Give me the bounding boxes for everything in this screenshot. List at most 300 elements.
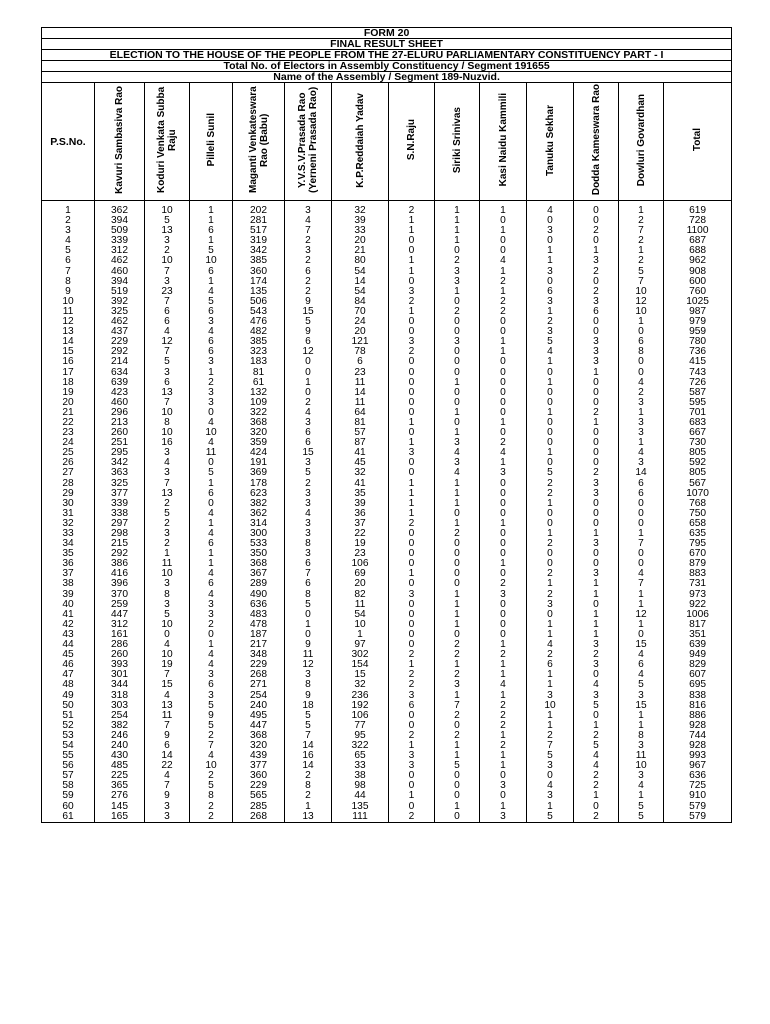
vote-cell: 174	[233, 277, 285, 287]
vote-cell: 6	[285, 267, 332, 277]
vote-cell: 0	[389, 711, 435, 721]
vote-cell: 0	[285, 368, 332, 378]
table-row	[42, 559, 732, 569]
vote-cell: 1	[190, 519, 233, 529]
vote-cell: 3	[389, 337, 435, 347]
vote-cell: 11	[332, 398, 389, 408]
total-cell: 1025	[664, 297, 732, 307]
vote-cell: 1	[574, 590, 619, 600]
vote-cell: 1	[190, 549, 233, 559]
total-cell: 725	[664, 781, 732, 791]
vote-cell: 5	[619, 680, 664, 690]
table-row	[42, 640, 732, 650]
ps-number-cell: 33	[42, 529, 95, 539]
vote-cell: 161	[95, 630, 145, 640]
vote-cell: 4	[145, 691, 190, 701]
vote-cell: 0	[480, 791, 527, 801]
vote-cell: 1	[435, 620, 480, 630]
vote-cell: 0	[527, 771, 574, 781]
vote-cell: 1	[574, 630, 619, 640]
vote-cell: 3	[190, 317, 233, 327]
column-header-candidate	[190, 83, 233, 201]
vote-cell: 281	[233, 216, 285, 226]
vote-cell: 36	[332, 509, 389, 519]
table-row	[42, 741, 732, 751]
table-row	[42, 216, 732, 226]
vote-cell: 7	[619, 277, 664, 287]
total-cell: 744	[664, 731, 732, 741]
vote-cell: 135	[233, 287, 285, 297]
vote-cell: 297	[95, 519, 145, 529]
ps-number-cell: 17	[42, 368, 95, 378]
ps-number-cell: 54	[42, 741, 95, 751]
table-row	[42, 317, 732, 327]
vote-cell: 0	[574, 277, 619, 287]
vote-cell: 0	[527, 519, 574, 529]
total-cell: 910	[664, 791, 732, 801]
electors-total: Total No. of Electors in Assembly Constituency / Segment 191655	[42, 61, 732, 72]
vote-cell: 214	[95, 357, 145, 367]
vote-cell: 81	[332, 418, 389, 428]
vote-cell: 0	[435, 630, 480, 640]
vote-cell: 0	[389, 620, 435, 630]
table-row	[42, 267, 732, 277]
vote-cell: 342	[233, 246, 285, 256]
vote-cell: 259	[95, 600, 145, 610]
vote-cell: 0	[389, 600, 435, 610]
table-row	[42, 620, 732, 630]
vote-cell: 318	[95, 691, 145, 701]
vote-cell: 3	[619, 691, 664, 701]
vote-cell: 4	[619, 448, 664, 458]
vote-cell: 533	[233, 539, 285, 549]
vote-cell: 2	[527, 569, 574, 579]
vote-cell: 3	[145, 236, 190, 246]
vote-cell: 32	[332, 206, 389, 216]
vote-cell: 2	[480, 438, 527, 448]
vote-cell: 1	[389, 660, 435, 670]
vote-cell: 4	[574, 680, 619, 690]
vote-cell: 7	[145, 479, 190, 489]
vote-cell: 369	[233, 468, 285, 478]
vote-cell: 6	[190, 489, 233, 499]
vote-cell: 7	[145, 297, 190, 307]
vote-cell: 5	[527, 468, 574, 478]
vote-cell: 3	[435, 337, 480, 347]
vote-cell: 0	[435, 388, 480, 398]
vote-cell: 14	[332, 277, 389, 287]
vote-cell: 362	[233, 509, 285, 519]
vote-cell: 1	[190, 640, 233, 650]
vote-cell: 3	[619, 458, 664, 468]
vote-cell: 132	[233, 388, 285, 398]
vote-cell: 2	[574, 771, 619, 781]
ps-number-cell: 34	[42, 539, 95, 549]
vote-cell: 7	[619, 539, 664, 549]
vote-cell: 1	[435, 489, 480, 499]
vote-cell: 1	[574, 418, 619, 428]
vote-cell: 0	[389, 640, 435, 650]
vote-cell: 12	[285, 660, 332, 670]
vote-cell: 13	[145, 489, 190, 499]
vote-cell: 6	[619, 489, 664, 499]
vote-cell: 1	[435, 600, 480, 610]
vote-cell: 4	[190, 529, 233, 539]
vote-cell: 367	[233, 569, 285, 579]
total-cell: 639	[664, 640, 732, 650]
vote-cell: 1	[527, 307, 574, 317]
vote-cell: 5	[574, 701, 619, 711]
vote-cell: 0	[480, 368, 527, 378]
vote-cell: 5	[190, 297, 233, 307]
ps-number-cell: 46	[42, 660, 95, 670]
vote-cell: 38	[332, 771, 389, 781]
vote-cell: 57	[332, 428, 389, 438]
vote-cell: 3	[619, 398, 664, 408]
ps-number-cell: 43	[42, 630, 95, 640]
vote-cell: 1	[480, 287, 527, 297]
vote-cell: 4	[480, 256, 527, 266]
vote-cell: 0	[574, 448, 619, 458]
total-cell: 879	[664, 559, 732, 569]
ps-number-cell: 1	[42, 206, 95, 216]
vote-cell: 5	[190, 701, 233, 711]
vote-cell: 1	[480, 458, 527, 468]
vote-cell: 0	[435, 297, 480, 307]
vote-cell: 2	[435, 307, 480, 317]
vote-cell: 2	[435, 640, 480, 650]
vote-cell: 165	[95, 812, 145, 823]
vote-cell: 19	[145, 660, 190, 670]
vote-cell: 1	[190, 479, 233, 489]
total-cell: 838	[664, 691, 732, 701]
vote-cell: 0	[480, 529, 527, 539]
total-cell: 886	[664, 711, 732, 721]
total-cell: 979	[664, 317, 732, 327]
vote-cell: 0	[527, 368, 574, 378]
vote-cell: 145	[95, 802, 145, 812]
ps-number-cell: 45	[42, 650, 95, 660]
vote-cell: 0	[435, 771, 480, 781]
table-row	[42, 731, 732, 741]
vote-cell: 9	[145, 791, 190, 801]
vote-cell: 1	[480, 267, 527, 277]
vote-cell: 565	[233, 791, 285, 801]
vote-cell: 2	[574, 267, 619, 277]
vote-cell: 6	[190, 267, 233, 277]
vote-cell: 240	[233, 701, 285, 711]
total-cell: 670	[664, 549, 732, 559]
vote-cell: 22	[145, 761, 190, 771]
total-cell: 1006	[664, 610, 732, 620]
vote-cell: 13	[285, 812, 332, 823]
vote-cell: 0	[480, 378, 527, 388]
vote-cell: 0	[389, 802, 435, 812]
table-row	[42, 226, 732, 236]
vote-cell: 3	[285, 499, 332, 509]
vote-cell: 1	[435, 691, 480, 701]
vote-cell: 5	[285, 721, 332, 731]
vote-cell: 447	[95, 610, 145, 620]
vote-cell: 377	[233, 761, 285, 771]
vote-cell: 12	[285, 347, 332, 357]
vote-cell: 2	[527, 731, 574, 741]
vote-cell: 22	[332, 529, 389, 539]
ps-number-cell: 37	[42, 569, 95, 579]
vote-cell: 1	[527, 408, 574, 418]
ps-number-cell: 38	[42, 579, 95, 589]
vote-cell: 3	[389, 590, 435, 600]
table-row	[42, 256, 732, 266]
vote-cell: 0	[480, 771, 527, 781]
vote-cell: 2	[619, 216, 664, 226]
vote-cell: 0	[480, 600, 527, 610]
vote-cell: 3	[389, 691, 435, 701]
vote-cell: 0	[574, 428, 619, 438]
vote-cell: 0	[619, 519, 664, 529]
vote-cell: 3	[527, 600, 574, 610]
vote-cell: 240	[95, 741, 145, 751]
vote-cell: 1	[435, 660, 480, 670]
vote-cell: 14	[145, 751, 190, 761]
vote-cell: 6	[285, 438, 332, 448]
vote-cell: 2	[285, 256, 332, 266]
total-cell: 688	[664, 246, 732, 256]
vote-cell: 4	[435, 468, 480, 478]
vote-cell: 1	[619, 721, 664, 731]
vote-cell: 4	[619, 569, 664, 579]
vote-cell: 0	[619, 357, 664, 367]
vote-cell: 0	[435, 579, 480, 589]
column-header-label: Koduri Venkata Subba Raju	[156, 86, 178, 194]
total-cell: 587	[664, 388, 732, 398]
vote-cell: 1	[435, 590, 480, 600]
column-header-candidate	[145, 83, 190, 201]
vote-cell: 0	[389, 458, 435, 468]
vote-cell: 2	[145, 499, 190, 509]
vote-cell: 10	[145, 256, 190, 266]
vote-cell: 0	[574, 438, 619, 448]
vote-cell: 0	[574, 398, 619, 408]
vote-cell: 6	[190, 539, 233, 549]
column-header-label: Tanuku Sekhar	[544, 104, 556, 176]
vote-cell: 339	[95, 499, 145, 509]
vote-cell: 6	[527, 287, 574, 297]
vote-cell: 3	[190, 670, 233, 680]
vote-cell: 1	[619, 246, 664, 256]
vote-cell: 2	[285, 479, 332, 489]
vote-cell: 495	[233, 711, 285, 721]
table-row	[42, 236, 732, 246]
vote-cell: 0	[480, 499, 527, 509]
column-header-label: Total	[692, 128, 704, 152]
vote-cell: 0	[480, 216, 527, 226]
vote-cell: 4	[619, 378, 664, 388]
ps-number-cell: 18	[42, 378, 95, 388]
total-cell: 736	[664, 347, 732, 357]
vote-cell: 4	[285, 408, 332, 418]
vote-cell: 292	[95, 549, 145, 559]
vote-cell: 0	[619, 368, 664, 378]
vote-cell: 15	[285, 448, 332, 458]
vote-cell: 9	[285, 327, 332, 337]
vote-cell: 1	[527, 448, 574, 458]
vote-cell: 6	[145, 317, 190, 327]
vote-cell: 0	[480, 327, 527, 337]
total-cell: 701	[664, 408, 732, 418]
vote-cell: 2	[285, 287, 332, 297]
vote-cell: 251	[95, 438, 145, 448]
table-row	[42, 347, 732, 357]
vote-cell: 0	[190, 630, 233, 640]
vote-cell: 61	[233, 378, 285, 388]
vote-cell: 1	[619, 206, 664, 216]
vote-cell: 8	[145, 590, 190, 600]
vote-cell: 1	[480, 226, 527, 236]
vote-cell: 2	[285, 771, 332, 781]
table-row	[42, 408, 732, 418]
vote-cell: 2	[285, 277, 332, 287]
total-cell: 635	[664, 529, 732, 539]
vote-cell: 10	[145, 569, 190, 579]
vote-cell: 3	[145, 529, 190, 539]
vote-cell: 286	[95, 640, 145, 650]
vote-cell: 0	[574, 670, 619, 680]
vote-cell: 6	[285, 559, 332, 569]
vote-cell: 0	[389, 317, 435, 327]
vote-cell: 0	[574, 236, 619, 246]
vote-cell: 0	[527, 216, 574, 226]
vote-cell: 368	[233, 731, 285, 741]
vote-cell: 4	[145, 458, 190, 468]
vote-cell: 3	[190, 691, 233, 701]
ps-number-cell: 32	[42, 519, 95, 529]
ps-number-cell: 29	[42, 489, 95, 499]
column-header-candidate	[233, 83, 285, 201]
vote-cell: 11	[619, 751, 664, 761]
vote-cell: 4	[527, 640, 574, 650]
vote-cell: 3	[285, 670, 332, 680]
ps-number-cell: 9	[42, 287, 95, 297]
vote-cell: 10	[145, 206, 190, 216]
vote-cell: 1	[480, 206, 527, 216]
vote-cell: 2	[389, 347, 435, 357]
ps-number-cell: 11	[42, 307, 95, 317]
vote-cell: 7	[145, 670, 190, 680]
vote-cell: 3	[527, 327, 574, 337]
vote-cell: 24	[332, 317, 389, 327]
vote-cell: 1	[574, 791, 619, 801]
vote-cell: 0	[389, 428, 435, 438]
vote-cell: 4	[190, 569, 233, 579]
vote-cell: 1	[480, 731, 527, 741]
table-row	[42, 357, 732, 367]
vote-cell: 2	[435, 670, 480, 680]
vote-cell: 1	[480, 337, 527, 347]
vote-cell: 3	[285, 489, 332, 499]
vote-cell: 3	[435, 267, 480, 277]
vote-cell: 6	[190, 347, 233, 357]
vote-cell: 1	[435, 378, 480, 388]
column-header-label: Siriki Srinivas	[451, 106, 463, 174]
vote-cell: 1	[389, 438, 435, 448]
ps-number-cell: 16	[42, 357, 95, 367]
total-cell: 883	[664, 569, 732, 579]
vote-cell: 254	[233, 691, 285, 701]
vote-cell: 5	[190, 468, 233, 478]
vote-cell: 0	[480, 428, 527, 438]
vote-cell: 0	[480, 398, 527, 408]
vote-cell: 1	[435, 226, 480, 236]
vote-cell: 0	[480, 539, 527, 549]
vote-cell: 3	[527, 226, 574, 236]
ps-number-cell: 3	[42, 226, 95, 236]
vote-cell: 0	[389, 771, 435, 781]
vote-cell: 7	[527, 741, 574, 751]
vote-cell: 2	[574, 408, 619, 418]
vote-cell: 3	[285, 206, 332, 216]
ps-number-cell: 52	[42, 721, 95, 731]
vote-cell: 2	[527, 479, 574, 489]
vote-cell: 1	[527, 529, 574, 539]
vote-cell: 0	[389, 388, 435, 398]
vote-cell: 320	[233, 428, 285, 438]
total-cell: 567	[664, 479, 732, 489]
vote-cell: 1	[527, 670, 574, 680]
vote-cell: 7	[145, 781, 190, 791]
vote-cell: 2	[190, 802, 233, 812]
vote-cell: 2	[527, 317, 574, 327]
vote-cell: 300	[233, 529, 285, 539]
vote-cell: 4	[619, 781, 664, 791]
ps-number-cell: 50	[42, 701, 95, 711]
vote-cell: 0	[480, 610, 527, 620]
vote-cell: 3	[619, 771, 664, 781]
vote-cell: 323	[233, 347, 285, 357]
vote-cell: 0	[389, 327, 435, 337]
table-row	[42, 388, 732, 398]
vote-cell: 2	[574, 468, 619, 478]
vote-cell: 78	[332, 347, 389, 357]
vote-cell: 1	[285, 802, 332, 812]
vote-cell: 54	[332, 610, 389, 620]
vote-cell: 292	[95, 347, 145, 357]
vote-cell: 183	[233, 357, 285, 367]
vote-cell: 2	[145, 519, 190, 529]
total-cell: 600	[664, 277, 732, 287]
vote-cell: 385	[233, 256, 285, 266]
total-cell: 973	[664, 590, 732, 600]
vote-cell: 506	[233, 297, 285, 307]
vote-cell: 285	[233, 802, 285, 812]
vote-cell: 4	[190, 438, 233, 448]
vote-cell: 70	[332, 307, 389, 317]
vote-cell: 3	[190, 600, 233, 610]
vote-cell: 10	[145, 620, 190, 630]
ps-number-cell: 5	[42, 246, 95, 256]
vote-cell: 81	[233, 368, 285, 378]
vote-cell: 229	[95, 337, 145, 347]
vote-cell: 0	[389, 368, 435, 378]
total-cell: 908	[664, 267, 732, 277]
vote-cell: 2	[389, 650, 435, 660]
vote-cell: 7	[619, 226, 664, 236]
vote-cell: 6	[190, 307, 233, 317]
vote-cell: 0	[527, 418, 574, 428]
vote-cell: 362	[95, 206, 145, 216]
vote-cell: 0	[527, 458, 574, 468]
vote-cell: 4	[145, 327, 190, 337]
